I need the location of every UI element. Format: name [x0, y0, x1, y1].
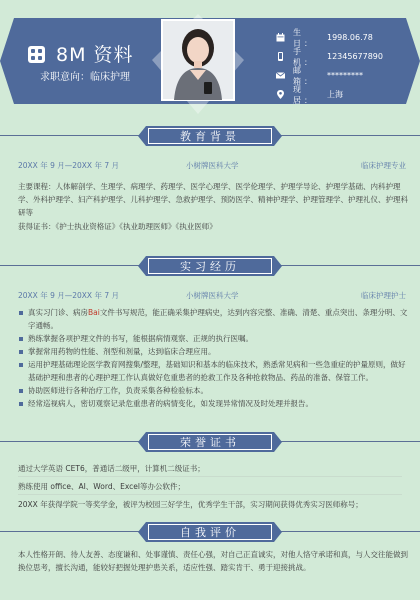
location-pin-icon: [276, 90, 285, 99]
education-period: 20XX 年 9 月—20XX 年 7 月: [18, 161, 119, 170]
phone-row: [276, 47, 416, 66]
internship-role: 临床护理护士: [361, 291, 406, 300]
phone-value: 12345677890: [327, 52, 383, 61]
self-eval-heading: [0, 522, 420, 542]
objective-value: 临床护理: [90, 72, 130, 83]
honors-line: 20XX 年获得学院一等奖学金，被评为校园三好学生，优秀学生干部，实习期间获得优秀实习医师称号；: [18, 500, 363, 509]
job-objective: [40, 68, 130, 83]
profile-photo: [152, 14, 244, 114]
honors-heading-text: 荣誉证书: [180, 436, 240, 449]
birthday-label: 生 日：: [293, 27, 315, 48]
phone-icon: [276, 52, 285, 61]
duty-item: 协助医师进行各种治疗工作，负责采集各种检验标本。: [18, 384, 410, 397]
education-school: 小树牌医科大学: [186, 161, 239, 170]
resume-title: 8M 资料: [56, 44, 134, 66]
self-eval-heading-text: 自我评价: [180, 526, 240, 539]
education-major: 临床护理专业: [361, 161, 406, 170]
internship-period: 20XX 年 9 月—20XX 年 7 月: [18, 291, 119, 300]
honors-line: 通过大学英语 CET6，普通话二级甲，计算机二级证书；: [18, 464, 205, 473]
education-courses: 主要课程：人体解剖学、生理学、病理学、药理学、医学心理学、医学伦理学、护理学导论、护理学基础、内科护理学、外科护理学、妇产科护理学、儿科护理学、急救护理学、预防医学、精神护理学、护理管理学、护理礼仪、护理科研等: [18, 182, 408, 217]
duty-item: 运用护理基础理论医学教育网搜集/整理，基础知识和基本的临床技术，熟悉常见病和一些急重症的护量原则，做好基础护理和患者的心理护理工作认真做好危重患者的抢救工作及各种抢救物品、药品的准备、保管工作。: [18, 358, 410, 384]
duty-item: 掌握常用药物的性能、剂型和剂量，达到临床合理应用。: [18, 345, 410, 358]
honors-line: 熟练使用 office、AI、Word、Excel等办公软件；: [18, 482, 185, 491]
location-value: 上海: [327, 90, 343, 99]
birthday-row: [276, 28, 416, 47]
internship-duties: [18, 306, 410, 410]
internship-heading-text: 实习经历: [180, 260, 240, 273]
location-label: 现 居：: [293, 84, 315, 105]
email-label: 邮 箱：: [293, 65, 315, 86]
duty-item: 熟练掌握各项护理文件的书写，能根据病情观察、正规的执行医嘱。: [18, 332, 410, 345]
email-value: *********: [327, 71, 363, 80]
education-heading-text: 教育背景: [180, 130, 240, 143]
email-icon: [276, 71, 285, 80]
objective-label: 求职意向：: [40, 72, 90, 83]
phone-label: 手 机：: [293, 46, 315, 67]
email-row: [276, 66, 416, 85]
honors-heading: [0, 432, 420, 452]
birthday-value: 1998.06.78: [327, 33, 373, 42]
contact-info: [276, 28, 416, 104]
location-row: [276, 85, 416, 104]
highlight-text: Bai: [88, 308, 100, 317]
internship-heading: [0, 256, 420, 276]
education-certificates: 获得证书：《护士执业资格证》《执业助理医师》《执业医师》: [18, 222, 217, 231]
calendar-icon: [276, 33, 285, 42]
self-eval-text: 本人性格开朗、待人友善、态度谦和、处事谨慎、责任心强，对自己正直诚实，对他人恪守承诺和真，与人交往能做到换位思考，擅长沟通，能较好把握处理护患关系，适应性强、踏实肯干、勇于迎接挑战。: [18, 550, 408, 572]
internship-org: 小树牌医科大学: [186, 291, 239, 300]
dice-logo-icon: [28, 46, 45, 63]
duty-item: 真实习门诊、病房Bai文件书写规范，能正确采集护理病史，达到内容完整、准确、清楚、重点突出、条理分明、文字通畅。: [18, 306, 410, 332]
education-heading: [0, 126, 420, 146]
duty-item: 经常巡视病人，密切观察记录危重患者的病情变化，如发现异常情况及时处理并报告。: [18, 397, 410, 410]
